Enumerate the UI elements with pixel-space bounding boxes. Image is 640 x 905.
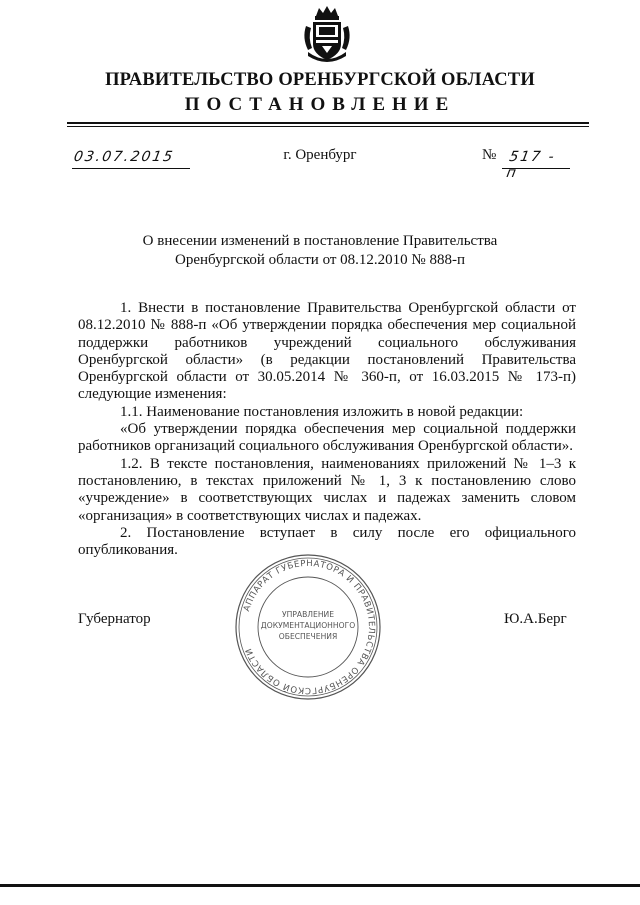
page-bottom-rule bbox=[0, 884, 640, 887]
document-subject bbox=[0, 232, 640, 270]
stamp-inner-line-1: УПРАВЛЕНИЕ bbox=[281, 610, 335, 619]
number-field bbox=[502, 148, 570, 181]
city: г. Оренбург bbox=[283, 147, 357, 163]
document-body bbox=[78, 300, 576, 559]
paragraph-1-1-quote: «Об утверждении порядка обеспечения мер социальной поддержки работников организаций социального обслуживания Оренбургской области». bbox=[78, 421, 576, 455]
official-stamp bbox=[230, 553, 386, 701]
header-rule-thin bbox=[67, 126, 589, 127]
government-title: ПРАВИТЕЛЬСТВО ОРЕНБУРГСКОЙ ОБЛАСТИ bbox=[105, 70, 535, 90]
stamp-outer-text: АППАРАТ ГУБЕРНАТОРА И ПРАВИТЕЛЬСТВА ОРЕНБУРГСКОЙ ОБЛАСТИ bbox=[242, 558, 377, 696]
handwritten-date: 03.07.2015 bbox=[72, 149, 176, 165]
number-label: № bbox=[482, 147, 497, 163]
paragraph-2: 2. Постановление вступает в силу после его официального опубликования. bbox=[78, 524, 576, 559]
stamp-inner-line-3: ОБЕСПЕЧЕНИЯ bbox=[278, 632, 338, 641]
handwritten-number: 517 - п bbox=[505, 149, 558, 181]
paragraph-1-1: 1.1. Наименование постановления изложить в новой редакции: bbox=[120, 403, 524, 420]
paragraph-1-2: 1.2. В тексте постановления, наименованиях приложений № 1–3 к постановлению, в текстах приложений № 1, 3 к постановлению слово «учреждение» в соответствующих числах и падежах заменить словом «организация» в соответствующих числах и падежах. bbox=[78, 455, 576, 524]
document-type: ПОСТАНОВЛЕНИЕ bbox=[184, 94, 456, 115]
signature-name: Ю.А.Берг bbox=[504, 611, 567, 627]
paragraph-1: 1. Внести в постановление Правительства Оренбургской области от 08.12.2010 № 888-п «Об утверждении порядка обеспечения мер социальной поддержки работников учреждений социального обслуживания Оренбургской области» (в редакции постановлений Правительства Оренбургской области от 30.05.2014 № 360-п, от 16.03.2015 № 173-п) следующие изменения: bbox=[78, 300, 576, 403]
subject-line-1: О внесении изменений в постановление Правительства bbox=[142, 233, 498, 249]
header-rule-thick bbox=[67, 122, 589, 124]
stamp-inner-line-2: ДОКУМЕНТАЦИОННОГО bbox=[260, 621, 356, 630]
signature-position: Губернатор bbox=[78, 611, 151, 627]
subject-line-2: Оренбургской области от 08.12.2010 № 888-п bbox=[174, 252, 466, 268]
coat-of-arms-icon bbox=[302, 6, 352, 64]
